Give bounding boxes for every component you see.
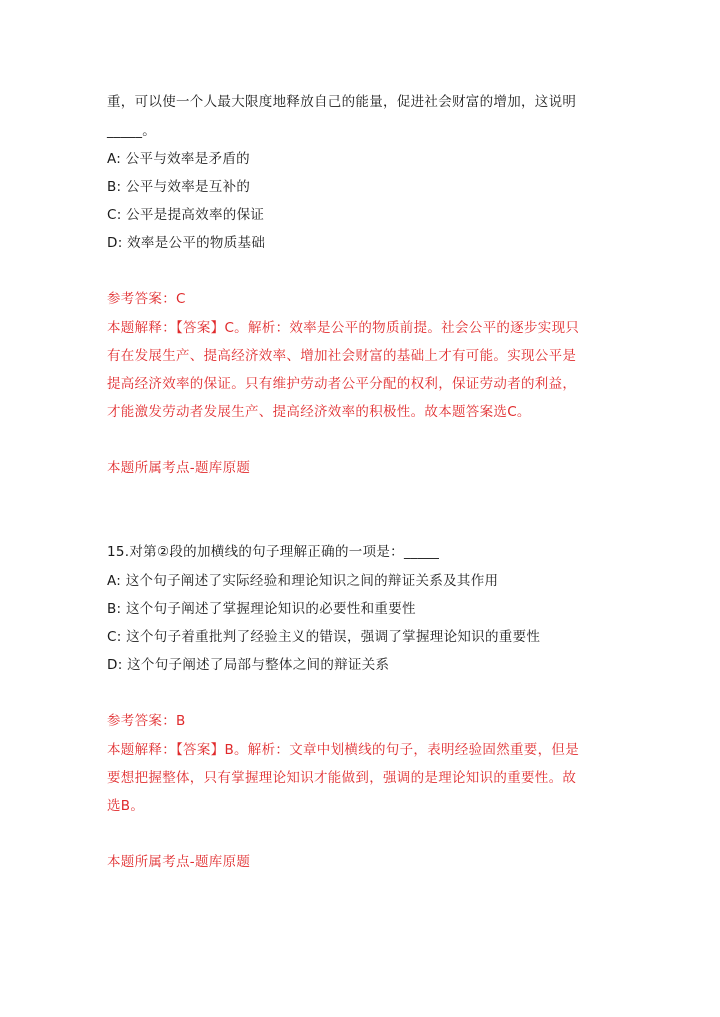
q14-explanation-line-4: 才能激发劳动者发展生产、提高经济效率的积极性。故本题答案选C。 [107, 404, 531, 420]
q15-option-a: A: 这个句子阐述了实际经验和理论知识之间的辩证关系及其作用 [107, 573, 499, 589]
q14-stem-line-2: _____。 [107, 123, 157, 139]
q14-option-b: B: 公平与效率是互补的 [107, 179, 251, 195]
q14-explanation-line-3: 提高经济效率的保证。只有维护劳动者公平分配的权利，保证劳动者的利益， [107, 376, 577, 392]
q15-answer: 参考答案：B [107, 713, 186, 729]
q15-source: 本题所属考点-题库原题 [107, 854, 251, 870]
q14-explanation-line-2: 有在发展生产、提高经济效率、增加社会财富的基础上才有可能。实现公平是 [107, 348, 577, 364]
q15-explanation-line-2: 要想把握整体，只有掌握理论知识才能做到，强调的是理论知识的重要性。故 [107, 770, 577, 786]
q14-answer: 参考答案：C [107, 291, 186, 307]
q14-option-a: A: 公平与效率是矛盾的 [107, 151, 250, 167]
q14-stem-line-1: 重，可以使一个人最大限度地释放自己的能量，促进社会财富的增加，这说明 [107, 94, 577, 110]
q15-option-b: B: 这个句子阐述了掌握理论知识的必要性和重要性 [107, 601, 416, 617]
q15-stem: 15.对第②段的加横线的句子理解正确的一项是：_____ [107, 544, 440, 560]
q15-option-c: C: 这个句子着重批判了经验主义的错误，强调了掌握理论知识的重要性 [107, 629, 541, 645]
q14-source: 本题所属考点-题库原题 [107, 460, 251, 476]
q14-option-d: D: 效率是公平的物质基础 [107, 235, 266, 251]
q15-option-d: D: 这个句子阐述了局部与整体之间的辩证关系 [107, 657, 390, 673]
q14-explanation-line-1: 本题解释：【答案】C。解析：效率是公平的物质前提。社会公平的逐步实现只 [107, 320, 580, 336]
q14-option-c: C: 公平是提高效率的保证 [107, 207, 265, 223]
q15-explanation-line-1: 本题解释：【答案】B。解析：文章中划横线的句子，表明经验固然重要，但是 [107, 742, 580, 758]
q15-explanation-line-3: 选B。 [107, 798, 145, 814]
